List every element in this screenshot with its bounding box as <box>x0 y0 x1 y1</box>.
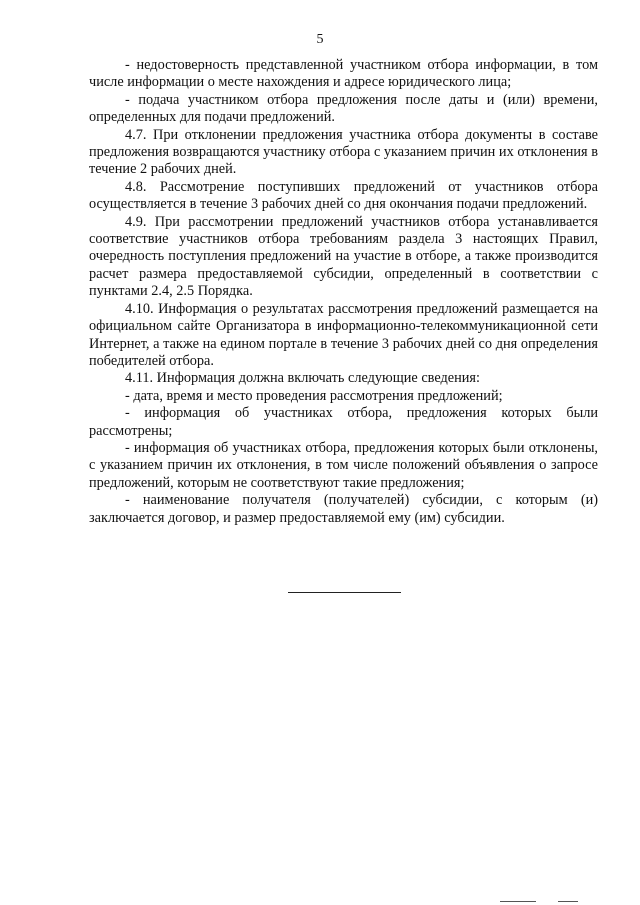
paragraph: 4.7. При отклонении предложения участника отбора документы в составе предложения возвращаются участнику отбора с указанием причин их отклонения в течение 2 рабочих дней. <box>89 126 598 178</box>
scan-artifact-mark <box>558 901 578 902</box>
paragraph: 4.8. Рассмотрение поступивших предложений от участников отбора осуществляется в течение 3 рабочих дней со дня окончания подачи предложений. <box>89 178 598 213</box>
paragraph: 4.9. При рассмотрении предложений участников отбора устанавливается соответствие участников отбора требованиям раздела 3 настоящих Правил, очередность поступления предложений на участие в отборе, а также производится расчет размера предоставляемой субсидии, определенный в соответствии с пунктами 2.4, 2.5 Порядка. <box>89 213 598 300</box>
paragraph: - недостоверность представленной участником отбора информации, в том числе информации о месте нахождения и адресе юридического лица; <box>89 57 598 91</box>
scan-artifact-mark <box>500 901 536 902</box>
paragraph: 4.10. Информация о результатах рассмотрения предложений размещается на официальном сайте Организатора в информационно-телекоммуникационной сети Интернет, а также на едином портале в течение 3 рабочих дней со дня определения победителей отбора. <box>89 300 598 369</box>
page-number: 5 <box>316 32 324 47</box>
paragraph: - информация об участниках отбора, предложения которых были рассмотрены; <box>89 405 598 439</box>
paragraph: - информация об участниках отбора, предложения которых были отклонены, с указанием причин их отклонения, в том числе положений объявления о запросе предложений, которым не соответствуют такие предложения; <box>89 439 598 491</box>
paragraph: - подача участником отбора предложения после даты и (или) времени, определенных для подачи предложений. <box>89 91 598 126</box>
paragraph: 4.11. Информация должна включать следующие сведения: <box>125 370 480 387</box>
paragraph: - наименование получателя (получателей) субсидии, с которым (и) заключается договор, и размер предоставляемой ему (им) субсидии. <box>89 492 598 526</box>
paragraph: - дата, время и место проведения рассмотрения предложений; <box>125 387 503 404</box>
document-body <box>89 57 598 527</box>
end-separator-line <box>288 592 401 593</box>
